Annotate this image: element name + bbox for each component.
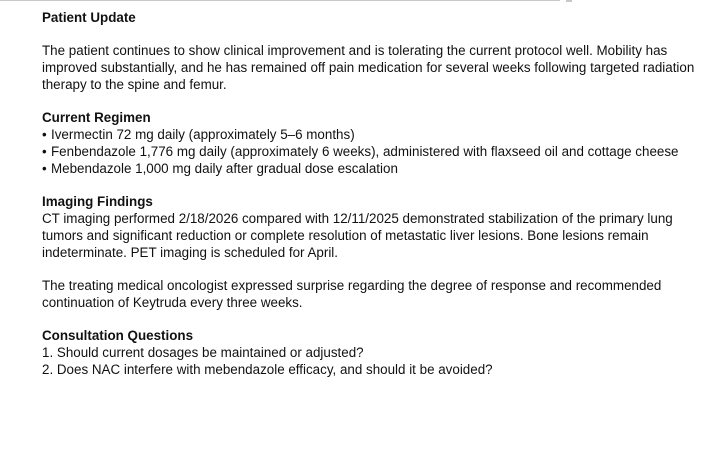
oncologist-note-section — [42, 277, 700, 311]
bullet-glyph: • — [42, 161, 47, 176]
question-item-dosage: 1. Should current dosages be maintained or adjusted? — [42, 345, 364, 360]
imaging-findings-heading: Imaging Findings — [42, 194, 153, 209]
regimen-item-fenbendazole: • Fenbendazole 1,776 mg daily (approximately 6 weeks), administered with flaxseed oil and cottage cheese — [42, 144, 679, 159]
patient-update-heading: Patient Update — [42, 10, 136, 25]
regimen-item-mebendazole: • Mebendazole 1,000 mg daily after gradual dose escalation — [42, 161, 398, 176]
consultation-questions-section — [42, 327, 700, 378]
questions-list — [42, 344, 700, 378]
patient-update-section — [42, 9, 700, 93]
bullet-glyph: • — [42, 144, 47, 159]
top-divider — [0, 0, 560, 1]
imaging-findings-paragraph: CT imaging performed 2/18/2026 compared with 12/11/2025 demonstrated stabilization of the primary lung tumors and significant reduction or complete resolution of metastatic liver lesions. Bone lesions remain indeterminate. PET imaging is scheduled for April. — [42, 211, 673, 260]
top-edge-mark — [566, 0, 572, 2]
oncologist-note-paragraph: The treating medical oncologist expressed surprise regarding the degree of response and recommended continuation of Keytruda every three weeks. — [42, 278, 662, 310]
patient-update-paragraph: The patient continues to show clinical improvement and is tolerating the current protocol well. Mobility has improved substantially, and he has remained off pain medication for several weeks following targeted radiation therapy to the spine and femur. — [42, 43, 695, 92]
current-regimen-heading: Current Regimen — [42, 110, 151, 125]
current-regimen-section — [42, 109, 700, 177]
regimen-list — [42, 126, 700, 177]
consultation-questions-heading: Consultation Questions — [42, 328, 194, 343]
imaging-findings-section — [42, 193, 700, 261]
regimen-item-ivermectin: • Ivermectin 72 mg daily (approximately 5–6 months) — [42, 127, 355, 142]
bullet-glyph: • — [42, 127, 47, 142]
question-item-nac: 2. Does NAC interfere with mebendazole efficacy, and should it be avoided? — [42, 362, 493, 377]
